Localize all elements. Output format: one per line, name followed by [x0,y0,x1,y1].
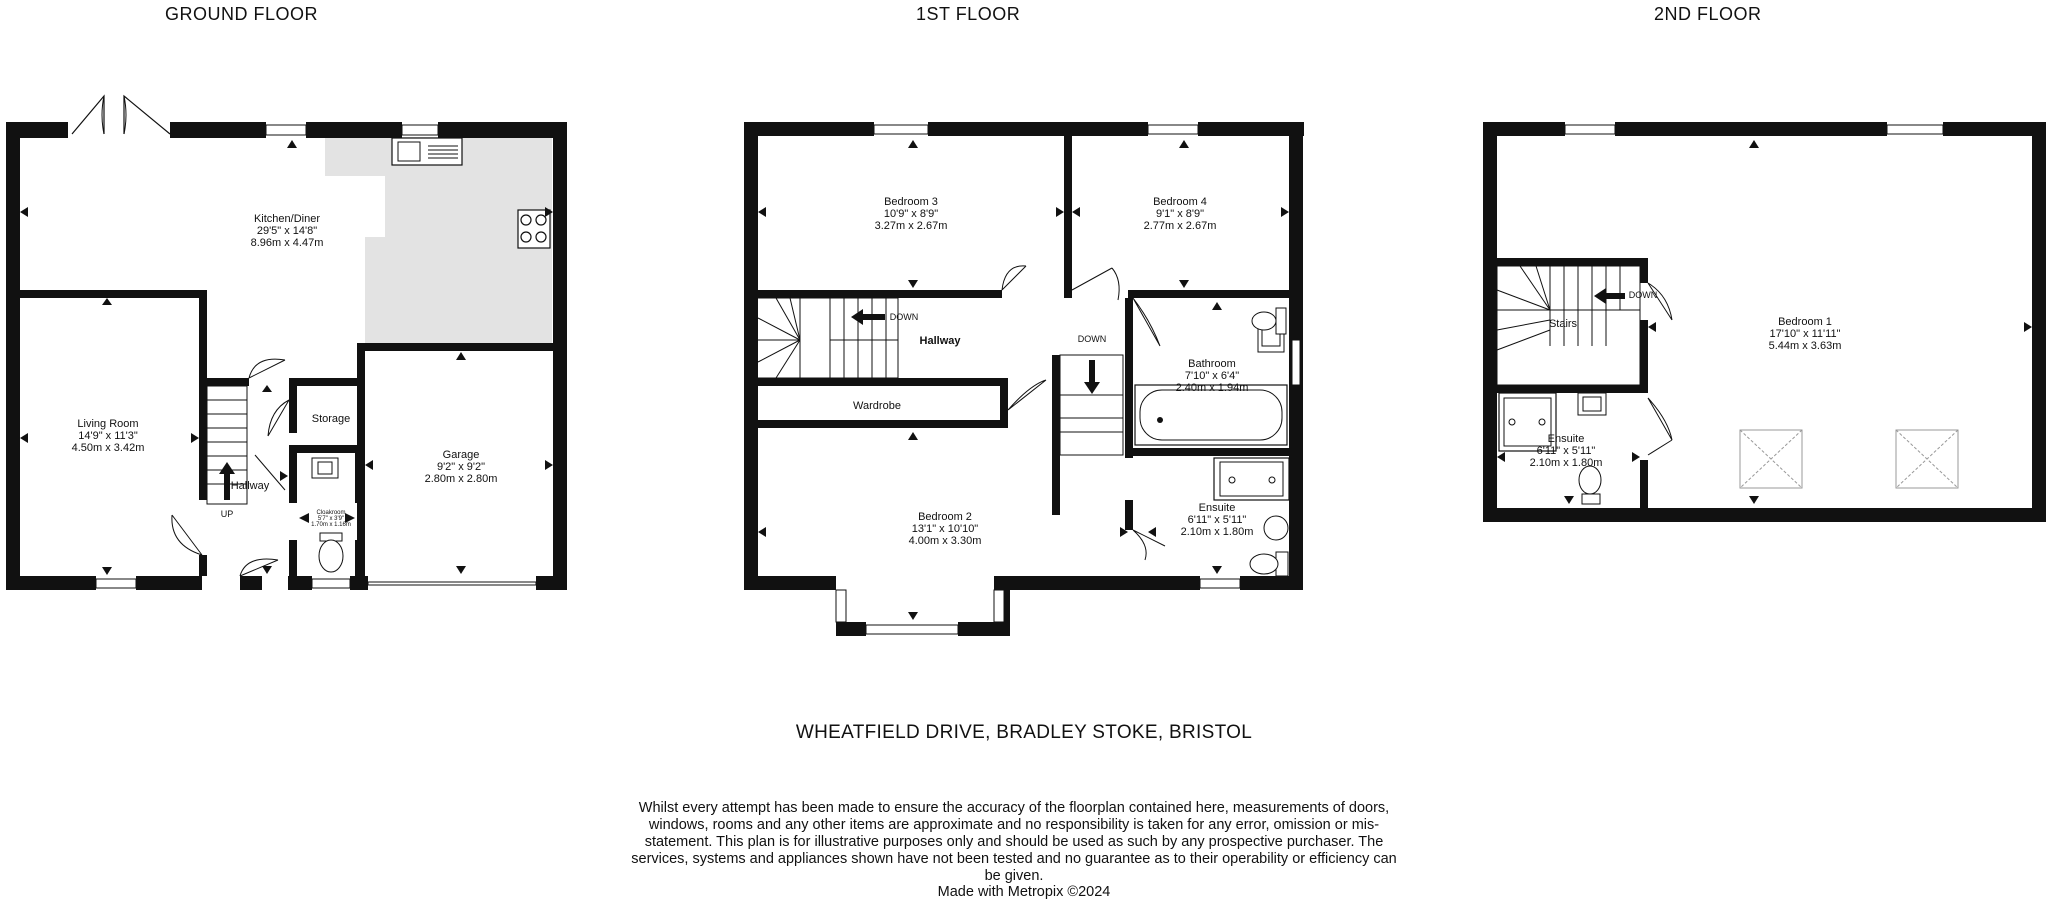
room-label-bathroom [1176,358,1249,394]
room-label-bedroom-4 [1144,196,1217,232]
room-name: Ensuite [1547,433,1585,445]
room-metric: 2.77m x 2.67m [1143,220,1217,232]
room-name: Garage [442,449,480,461]
stair-label-up: UP [220,509,234,519]
metropix-credit: Made with Metropix ©2024 [937,884,1111,900]
room-imperial: 7'10" x 6'4" [1184,370,1240,382]
room-label-bedroom-1 [1769,316,1842,352]
room-name: Bedroom 1 [1778,316,1832,328]
room-label-ensuite-first [1181,502,1254,538]
room-label-hallway-ground: Hallway [230,480,270,492]
ground-floor-plan [6,96,567,590]
room-name: Cloakroom [316,510,346,516]
room-name: Kitchen/Diner [253,213,321,225]
room-label-bedroom-3 [875,196,948,232]
room-label-storage: Storage [311,413,351,425]
second-doors [1648,283,1672,455]
room-imperial: 9'2" x 9'2" [436,461,486,473]
room-metric: 4.00m x 3.30m [908,535,982,547]
room-label-cloakroom [311,510,351,528]
french-doors [72,96,170,134]
room-metric: 2.40m x 1.94m [1175,382,1249,394]
room-metric: 2.10m x 1.80m [1529,457,1603,469]
room-label-garage [425,449,498,485]
stair-label-down-right: DOWN [1077,334,1107,344]
room-metric: 4.50m x 3.42m [71,442,145,454]
room-imperial: 17'10" x 11'11" [1769,328,1841,340]
room-name: Living Room [77,418,139,430]
room-name: Bedroom 2 [918,511,972,523]
room-metric: 3.27m x 2.67m [874,220,948,232]
room-imperial: 6'11" x 5'11" [1536,445,1596,457]
room-label-bedroom-2 [909,511,982,547]
floor-title-first: 1ST FLOOR [916,4,1021,24]
room-name: Ensuite [1198,502,1236,514]
room-label-kitchen-diner [251,213,324,249]
room-imperial: 13'1" x 10'10" [911,523,979,535]
room-metric: 8.96m x 4.47m [250,237,324,249]
property-address: WHEATFIELD DRIVE, BRADLEY STOKE, BRISTOL [795,722,1253,743]
room-label-stairs: Stairs [1548,318,1578,330]
kitchen-floor-fill-c [365,237,552,343]
room-label-hallway-first: Hallway [919,335,961,347]
disclaimer-text: Whilst every attempt has been made to ensure the accuracy of the floorplan contained here, measurements of doors, windows, rooms and any other items are approximate and no responsibility is taken for any error, omission or mis-statement. This plan is for illustrative purposes only and should be used as such by any prospective purchaser. The services, systems and appliances shown have not been tested and no guarantee as to their operability or efficiency can be given. [631,800,1397,884]
first-stairs-left [758,298,898,378]
room-imperial: 29'5" x 14'8" [256,225,318,237]
room-label-wardrobe: Wardrobe [853,400,901,412]
room-metric: 2.10m x 1.80m [1180,526,1254,538]
room-metric: 2.80m x 2.80m [424,473,498,485]
room-imperial: 10'9" x 8'9" [883,208,939,220]
room-label-living-room [72,418,145,454]
stair-label-down-left: DOWN [889,312,919,322]
stair-label-down-second: DOWN [1628,290,1658,300]
room-metric: 1.70m x 1.16m [311,522,351,528]
room-name: Bedroom 3 [884,196,938,208]
room-imperial: 6'11" x 5'11" [1187,514,1247,526]
skylights [1740,430,1958,488]
room-name: Bathroom [1188,358,1236,370]
room-metric: 5.44m x 3.63m [1768,340,1842,352]
room-imperial: 9'1" x 8'9" [1155,208,1205,220]
floor-title-ground: GROUND FLOOR [165,4,319,24]
floor-title-second: 2ND FLOOR [1654,4,1762,24]
room-name: Bedroom 4 [1153,196,1207,208]
room-imperial: 5'7" x 3'9" [317,516,345,522]
room-imperial: 14'9" x 11'3" [78,430,138,442]
